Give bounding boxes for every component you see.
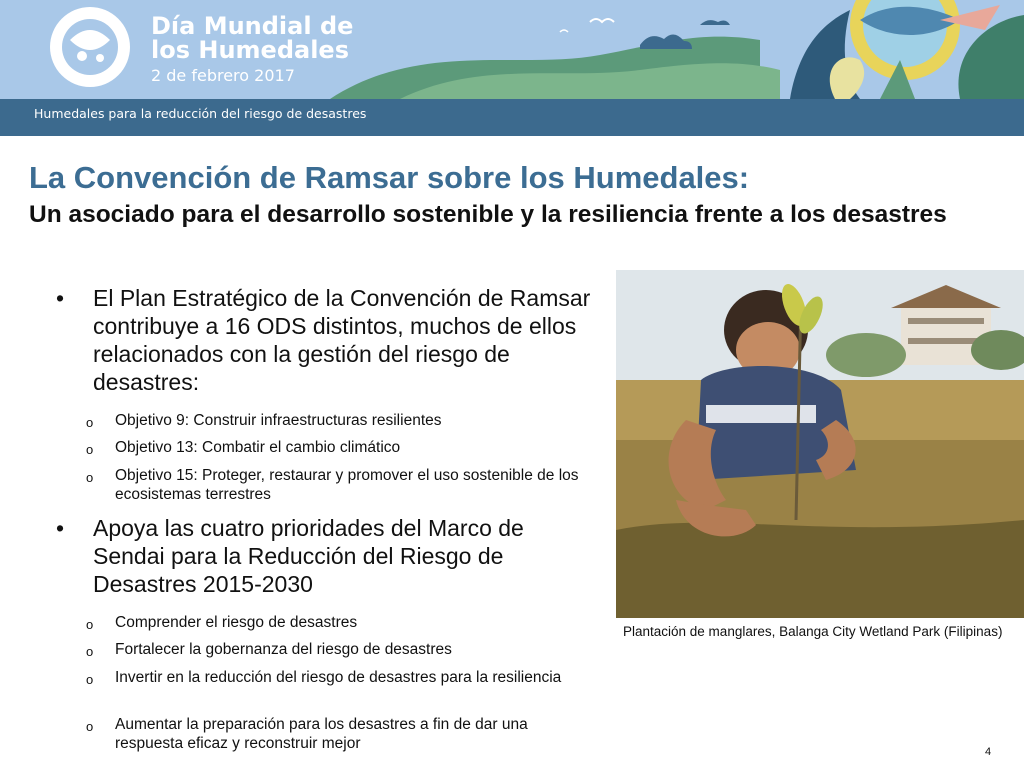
sub-marker: o — [86, 442, 94, 457]
sub-text: Fortalecer la gobernanza del riesgo de desastres — [115, 641, 452, 658]
sub-text: Objetivo 15: Proteger, restaurar y promover el uso sostenible de los ecosistemas terrestres — [115, 467, 579, 503]
sub-text: Aumentar la preparación para los desastres a fin de dar una respuesta eficaz y reconstruir mejor — [115, 716, 528, 752]
bullet-text: El Plan Estratégico de la Convención de Ramsar contribuye a 16 ODS distintos, muchos de ellos relacionados con la gestión del riesgo de desastres: — [93, 285, 591, 395]
sub-marker: o — [86, 470, 94, 485]
sub-text: Objetivo 9: Construir infraestructuras resilientes — [115, 412, 442, 429]
slide-title: La Convención de Ramsar sobre los Humedales: — [29, 160, 750, 195]
sub-marker: o — [86, 644, 94, 659]
sub-marker: o — [86, 617, 94, 632]
photo-caption: Plantación de manglares, Balanga City Wetland Park (Filipinas) — [623, 624, 1003, 639]
sub-text: Objetivo 13: Combatir el cambio climático — [115, 439, 401, 456]
sub-marker: o — [86, 719, 94, 734]
event-title-line1: Día Mundial de — [151, 12, 354, 40]
bullet-text: Apoya las cuatro prioridades del Marco de Sendai para la Reducción del Riesgo de Desastres 2015-2030 — [93, 515, 524, 597]
sub-text: Comprender el riesgo de desastres — [115, 614, 358, 631]
sub-marker: o — [86, 415, 94, 430]
bullet-marker: • — [56, 515, 65, 541]
page-number: 4 — [985, 746, 992, 758]
theme-text: Humedales para la reducción del riesgo de desastres — [34, 106, 367, 121]
sub-marker: o — [86, 672, 94, 687]
event-date: 2 de febrero 2017 — [151, 66, 295, 85]
slide-subtitle: Un asociado para el desarrollo sostenible y la resiliencia frente a los desastres — [29, 201, 947, 228]
sub-text: Invertir en la reducción del riesgo de desastres para la resiliencia — [115, 669, 562, 686]
event-title — [151, 14, 353, 62]
mangrove-planting-photo — [616, 270, 1024, 618]
event-title-line2: los Humedales — [151, 36, 349, 64]
bullet-marker: • — [56, 285, 65, 311]
